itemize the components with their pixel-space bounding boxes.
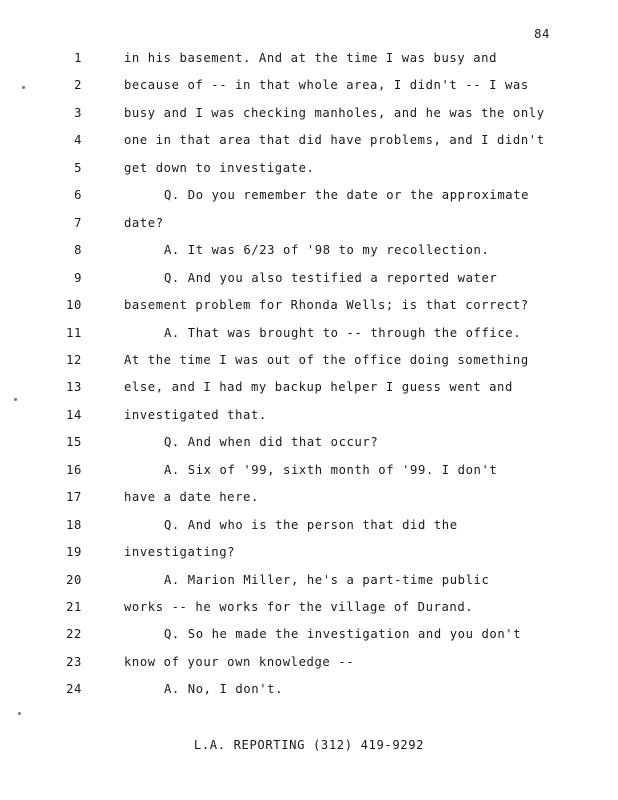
- line-number: 10: [66, 298, 82, 313]
- line-number: 20: [66, 572, 82, 587]
- transcript-line: [0, 377, 618, 397]
- scan-speck: [22, 86, 25, 89]
- line-text: Q. And when did that occur?: [164, 435, 379, 450]
- transcript-line: [0, 515, 618, 535]
- line-number: 13: [66, 380, 82, 395]
- scan-speck: [18, 712, 21, 715]
- line-text: basement problem for Rhonda Wells; is that correct?: [124, 298, 529, 313]
- line-number: 21: [66, 600, 82, 614]
- line-text: in his basement. And at the time I was busy and: [124, 51, 498, 65]
- transcript-line: [0, 268, 618, 288]
- line-number: 24: [66, 682, 82, 697]
- line-number: 7: [74, 215, 82, 230]
- line-number: 14: [66, 407, 82, 422]
- line-text: investigated that.: [124, 407, 267, 422]
- transcript-line: [0, 652, 618, 672]
- line-number: 6: [74, 188, 82, 203]
- transcript-line: [0, 295, 618, 315]
- line-number: 22: [66, 627, 82, 642]
- line-number: 19: [66, 545, 82, 560]
- line-text: A. It was 6/23 of '98 to my recollection.: [164, 243, 490, 258]
- line-number: 18: [66, 517, 82, 532]
- line-text: busy and I was checking manholes, and he was the only: [124, 105, 545, 120]
- line-number: 5: [74, 160, 82, 175]
- transcript-line: [0, 185, 618, 205]
- line-number: 15: [66, 435, 82, 450]
- line-number: 23: [66, 654, 82, 669]
- transcript-line: [0, 542, 618, 562]
- transcript-line: [0, 213, 618, 233]
- transcript-line: [0, 240, 618, 260]
- transcript-line: [0, 323, 618, 343]
- transcript-line: [0, 460, 618, 480]
- line-text: get down to investigate.: [124, 160, 315, 175]
- line-text: works -- he works for the village of Durand.: [124, 600, 474, 614]
- line-text: Q. Do you remember the date or the approximate: [164, 188, 530, 203]
- line-text: investigating?: [124, 545, 236, 560]
- line-text: Q. And you also testified a reported water: [164, 270, 498, 285]
- transcript-line: [0, 103, 618, 123]
- transcript-line: [0, 432, 618, 452]
- scan-speck: [14, 398, 17, 401]
- transcript-line: [0, 75, 618, 95]
- line-text: A. No, I don't.: [164, 682, 284, 697]
- line-text: have a date here.: [124, 490, 259, 505]
- transcript-line: [0, 405, 618, 425]
- transcript-line: [0, 350, 618, 370]
- line-text: At the time I was out of the office doing something: [124, 352, 529, 367]
- transcript-line: [0, 48, 618, 68]
- transcript-line: [0, 570, 618, 590]
- line-number: 12: [66, 352, 82, 367]
- line-text: Q. And who is the person that did the: [164, 517, 458, 532]
- transcript-line: [0, 158, 618, 178]
- transcript-line: [0, 624, 618, 644]
- line-text: because of -- in that whole area, I didn't -- I was: [124, 78, 529, 93]
- line-number: 2: [74, 78, 82, 93]
- line-number: 11: [66, 325, 82, 340]
- line-number: 1: [74, 51, 82, 65]
- transcript-line: [0, 487, 618, 507]
- line-text: A. Marion Miller, he's a part-time public: [164, 572, 490, 587]
- line-text: A. That was brought to -- through the office.: [164, 325, 522, 340]
- line-text: A. Six of '99, sixth month of '99. I don't: [164, 462, 498, 477]
- transcript-line: [0, 130, 618, 150]
- line-number: 8: [74, 243, 82, 258]
- line-number: 3: [74, 105, 82, 120]
- line-text: else, and I had my backup helper I guess went and: [124, 380, 513, 395]
- line-text: one in that area that did have problems, and I didn't: [124, 133, 545, 148]
- line-text: Q. So he made the investigation and you don't: [164, 627, 522, 642]
- transcript-line: [0, 597, 618, 617]
- line-text: date?: [124, 215, 164, 230]
- line-number: 17: [66, 490, 82, 505]
- line-number: 16: [66, 462, 82, 477]
- line-text: know of your own knowledge --: [124, 654, 355, 669]
- page-number: 84: [534, 27, 550, 41]
- line-number: 4: [74, 133, 82, 148]
- reporter-footer: L.A. REPORTING (312) 419-9292: [193, 738, 425, 752]
- transcript-line: [0, 679, 618, 699]
- line-number: 9: [74, 270, 82, 285]
